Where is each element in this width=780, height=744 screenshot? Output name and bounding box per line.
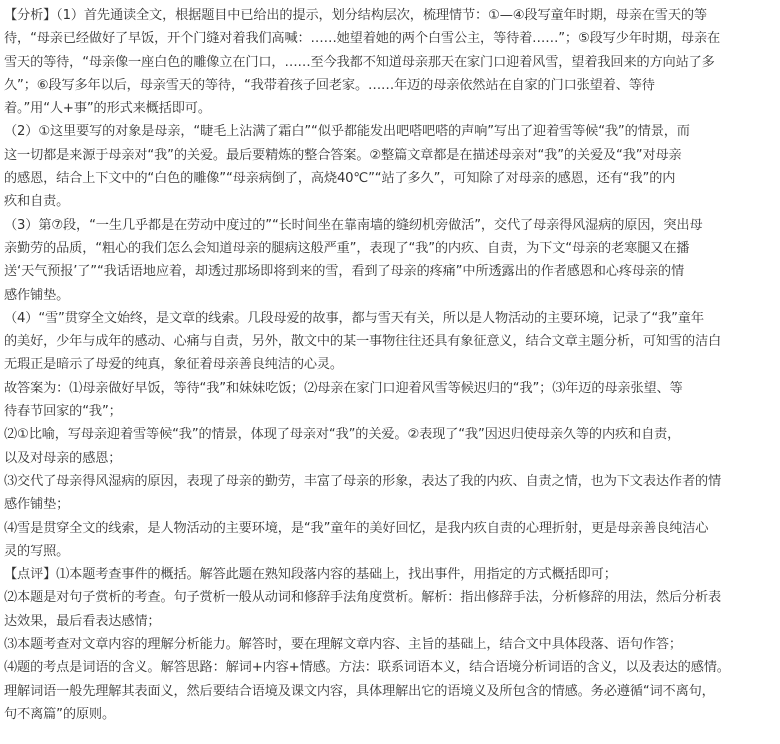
text-line: 雪天的等待，“母亲像一座白色的雕像立在门口，……至今我都不知道母亲那天在家门口迎着风雪，望着我回来的方向站了多 — [4, 54, 715, 70]
text-line: 【分析】（1）首先通读全文，根据题目中已给出的提示，划分结构层次，梳理情节：①—④段写童年时期，母亲在雪天的等 — [4, 8, 707, 23]
text-line: 无瑕正是暗示了母爱的纯真，象征着母亲善良纯洁的心灵。 — [4, 357, 343, 373]
text-line: 故答案为：⑴母亲做好早饭，等待“我”和妹妹吃饭；⑵母亲在家门口迎着风雪等候迟归的“我”；⑶年迈的母亲张望、等 — [4, 380, 683, 396]
text-line: ⑶交代了母亲得风湿病的原因，表现了母亲的勤劳，丰富了母亲的形象，表达了我的内疚、自责之情，也为下文表达作者的情 — [4, 473, 722, 489]
text-line: 达效果，最后看表达感情； — [4, 613, 161, 629]
text-line: （2）①这里要写的对象是母亲，“睫毛上沾满了霜白”“似乎都能发出吧嗒吧嗒的声响”写出了迎着雪等候“我”的情景，而 — [4, 124, 690, 140]
text-line: 送‘天气预报’了”“我话语地应着，却透过那场即将到来的雪，看到了母亲的疼痛”中所透露出的作者感恩和心疼母亲的情 — [4, 264, 685, 280]
text-line: 疚和自责。 — [4, 194, 70, 210]
text-line: 的美好，少年与成年的感动、心痛与自责，另外，散文中的某一事物往往还具有象征意义，结合文章主题分析，可知雪的洁白 — [4, 334, 722, 350]
text-line: 亲勤劳的品质，“粗心的我们怎么会知道母亲的腿病这般严重”，表现了“我”的内疚、自责，为下文“母亲的老寒腿又在播 — [4, 240, 690, 256]
text-line: 久”；⑥段写多年以后，母亲雪天的等待，“我带着孩子回老家。……年迈的母亲依然站在自家的门口张望着、等待 — [4, 77, 655, 93]
text-line: ⑷题的考点是词语的含义。解答思路：解词+内容+情感。方法：联系词语本义，结合语境分析词语的含义，以及表达的感情。 — [4, 660, 730, 676]
text-line: 感作铺垫； — [4, 497, 70, 513]
text-line: ⑷雪是贯穿全文的线索，是人物活动的主要环境，是“我”童年的美好回忆，是我内疚自责的心理折射，更是母亲善良纯洁心 — [4, 520, 709, 536]
text-line: 感作铺垫。 — [4, 287, 70, 303]
text-line: 【点评】⑴本题考查事件的概括。解答此题在熟知段落内容的基础上，找出事件，用指定的方式概括即可； — [4, 567, 617, 583]
text-line: 句不离篇”的原则。 — [4, 706, 115, 722]
text-line: （3）第⑦段，“一生几乎都是在劳动中度过的”“长时间坐在靠南墙的缝纫机旁做活”，交代了母亲得风湿病的原因，突出母 — [4, 217, 703, 233]
text-line: 待春节回家的“我”； — [4, 404, 122, 420]
text-line: 灵的写照。 — [4, 543, 70, 559]
text-line: 理解词语一般先理解其表面义，然后要结合语境及课文内容，具体理解出它的语境义及所包含的情感。务必遵循“词不离句， — [4, 683, 715, 699]
text-line: ⑵①比喻，写母亲迎着雪等候“我”的情景，体现了母亲对“我”的关爱。②表现了“我”因迟归使母亲久等的内疚和自责， — [4, 427, 681, 443]
text-line: 的感恩，结合上下文中的“白色的雕像”“母亲病倒了，高烧40℃”“站了多久”，可知除了对母亲的感恩，还有“我”的内 — [4, 171, 676, 187]
text-line: 待，“母亲已经做好了早饭，开个门缝对着我们高喊：……她望着她的两个白雪公主，等待着……”；⑤段写少年时期，母亲在 — [4, 31, 721, 47]
text-line: 着。”用“人+事”的形式来概括即可。 — [4, 101, 211, 117]
text-line: ⑶本题考查对文章内容的理解分析能力。解答时，要在理解文章内容、主旨的基础上，结合文中具体段落、语句作答； — [4, 637, 682, 653]
text-line: 以及对母亲的感恩； — [4, 450, 122, 466]
text-line: 这一切都是来源于母亲对“我”的关爱。最后要精炼的整合答案。②整篇文章都是在描述母亲对“我”的关爱及“我”对母亲 — [4, 147, 682, 163]
text-line: （4）“雪”贯穿全文始终，是文章的线索。几段母爱的故事，都与雪天有关，所以是人物活动的主要环境，记录了“我”童年 — [4, 310, 704, 326]
text-line: ⑵本题是对句子赏析的考查。句子赏析一般从动词和修辞手法角度赏析。解析：指出修辞手法，分析修辞的用法，然后分析表 — [4, 590, 722, 606]
